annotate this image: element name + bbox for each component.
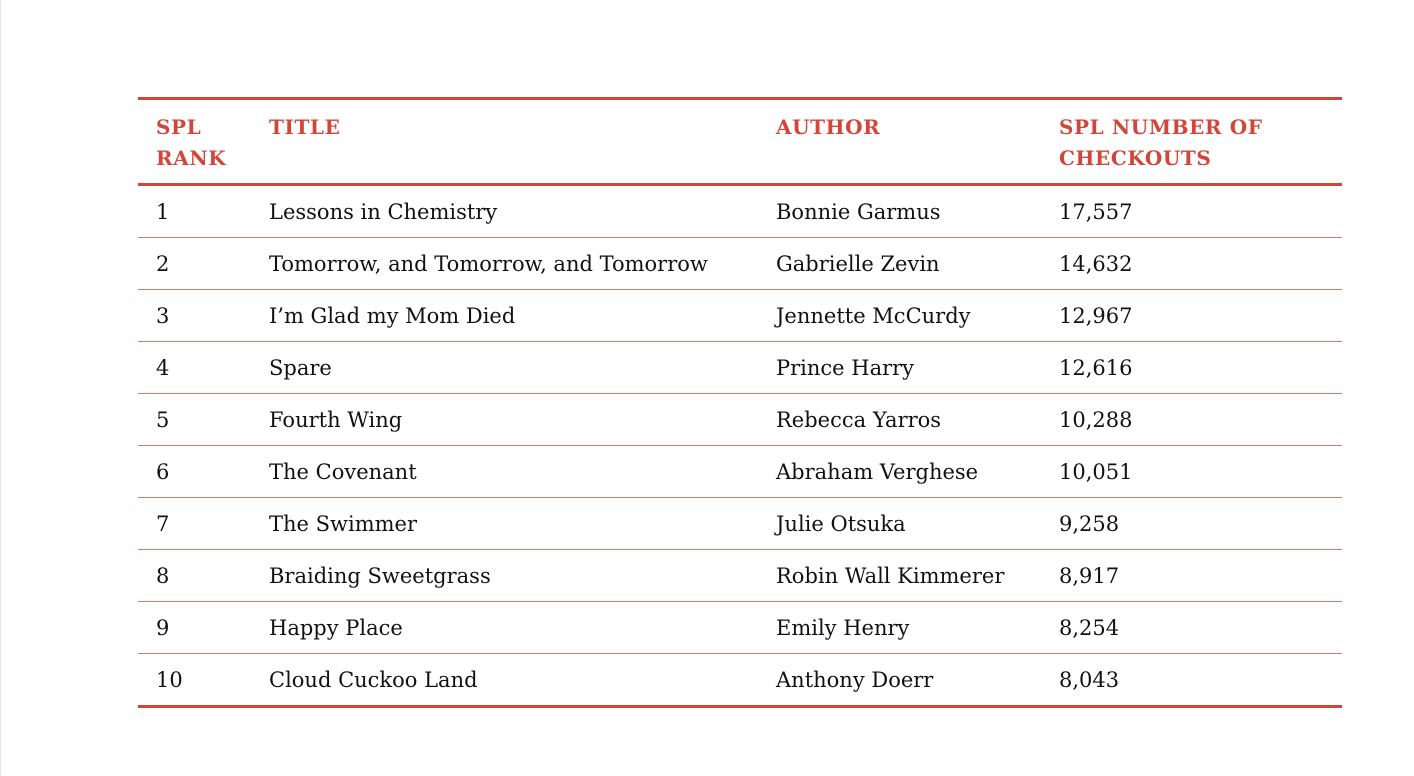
cell-checkouts: 14,632 (1059, 251, 1133, 276)
cell-rank: 10 (156, 667, 183, 692)
table-body (138, 185, 1342, 707)
header-author-label: AUTHOR (776, 115, 881, 139)
cell-rank: 1 (156, 199, 170, 224)
top-checkouts-table (138, 97, 1342, 708)
table-row (138, 290, 1342, 342)
cell-author: Gabrielle Zevin (776, 251, 940, 276)
cell-checkouts: 10,288 (1059, 407, 1133, 432)
table-row (138, 550, 1342, 602)
table-row (138, 394, 1342, 446)
cell-title: Spare (269, 355, 332, 380)
table-row (138, 342, 1342, 394)
cell-author: Anthony Doerr (776, 667, 934, 692)
cell-author: Prince Harry (776, 355, 915, 380)
cell-author: Emily Henry (776, 615, 910, 640)
cell-title: Cloud Cuckoo Land (269, 667, 478, 692)
cell-author: Jennette McCurdy (776, 303, 971, 328)
cell-rank: 3 (156, 303, 170, 328)
cell-title: The Covenant (269, 459, 417, 484)
header-rank (138, 99, 251, 185)
header-rank-label: SPL RANK (156, 115, 227, 170)
cell-checkouts: 8,917 (1059, 563, 1120, 588)
cell-rank: 8 (156, 563, 170, 588)
cell-checkouts: 10,051 (1059, 459, 1133, 484)
cell-checkouts: 17,557 (1059, 199, 1133, 224)
cell-rank: 7 (156, 511, 170, 536)
header-title (251, 99, 758, 185)
cell-checkouts: 9,258 (1059, 511, 1120, 536)
cell-title: Braiding Sweetgrass (269, 563, 491, 588)
cell-title: Tomorrow, and Tomorrow, and Tomorrow (269, 251, 708, 276)
header-title-label: TITLE (269, 115, 341, 139)
cell-author: Rebecca Yarros (776, 407, 942, 432)
page-edge (0, 0, 1, 776)
header-checkouts (1041, 99, 1342, 185)
cell-rank: 4 (156, 355, 170, 380)
header-author (758, 99, 1041, 185)
cell-checkouts: 12,616 (1059, 355, 1133, 380)
cell-title: Happy Place (269, 615, 403, 640)
cell-author: Bonnie Garmus (776, 199, 941, 224)
cell-checkouts: 8,043 (1059, 667, 1120, 692)
cell-title: I’m Glad my Mom Died (269, 303, 516, 328)
cell-rank: 5 (156, 407, 170, 432)
cell-rank: 6 (156, 459, 170, 484)
table-row (138, 498, 1342, 550)
cell-rank: 2 (156, 251, 170, 276)
cell-title: The Swimmer (269, 511, 418, 536)
table-row (138, 238, 1342, 290)
cell-author: Abraham Verghese (776, 459, 979, 484)
cell-author: Robin Wall Kimmerer (776, 563, 1005, 588)
table-row (138, 446, 1342, 498)
table-row (138, 185, 1342, 238)
checkouts-table-container (138, 97, 1342, 708)
cell-title: Fourth Wing (269, 407, 403, 432)
table-row (138, 654, 1342, 707)
header-checkouts-label: SPL NUMBER OF CHECKOUTS (1059, 115, 1263, 170)
table-header (138, 99, 1342, 185)
header-row (138, 99, 1342, 185)
table-row (138, 602, 1342, 654)
cell-checkouts: 8,254 (1059, 615, 1120, 640)
cell-rank: 9 (156, 615, 170, 640)
cell-title: Lessons in Chemistry (269, 199, 498, 224)
cell-author: Julie Otsuka (776, 511, 906, 536)
cell-checkouts: 12,967 (1059, 303, 1133, 328)
